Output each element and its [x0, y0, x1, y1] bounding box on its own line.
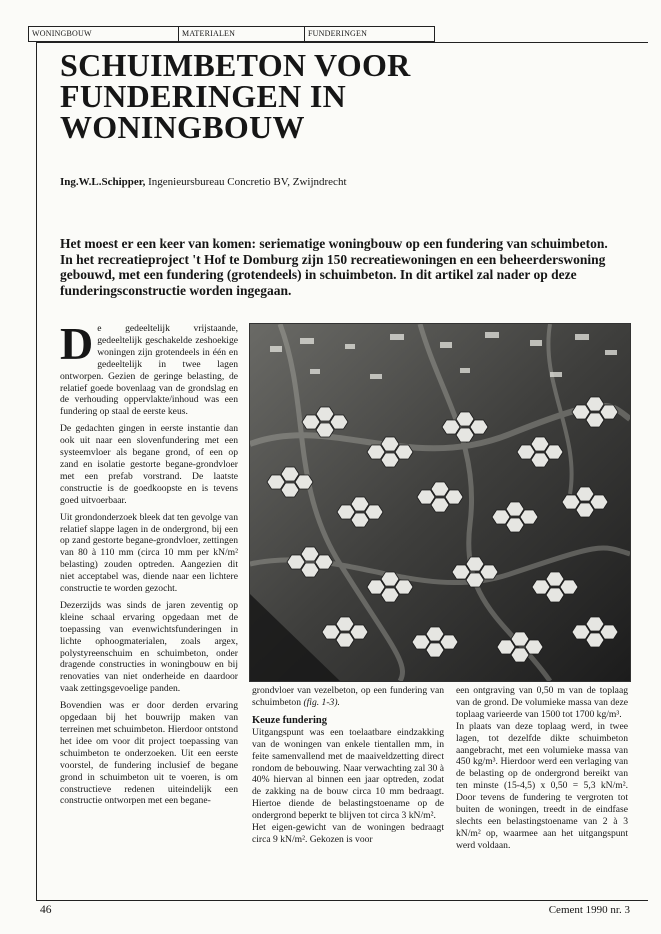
body-paragraph: Dezerzijds was sinds de jaren zeventig op kleine schaal ervaring opgedaan met de toepassing van evenwichtsfunderingen in lichte ophoogmaterialen, zoals argex, polystyreenschuim en schuimbeton, onder dragende constructies in woningbouw en bij renovaties van niet onderheide en daardoor vaak zettingsgevoelige panden.: [60, 599, 238, 695]
body-paragraph: een ontgraving van 0,50 m van de toplaag van de grond. De volumieke massa van deze toplaag varieerde van 1500 tot 1700 kg/m³.: [456, 685, 628, 720]
category-bar: [28, 26, 435, 42]
body-paragraph: Bovendien was er door derden ervaring opgedaan bij het bouwrijp maken van terreinen met schuimbeton. Hierdoor ontstond het idee om voor dit project toepassing van schuimbeton te onderzoeken. Uit een eerste voorstel, de fundering inclusief de begane grond in schuimbeton uit te voeren, is om constructieve redenen uiteindelijk een constructie ontworpen met een begane-: [60, 700, 238, 807]
journal-issue: Cement 1990 nr. 3: [548, 904, 630, 916]
aerial-photo-image: [250, 324, 630, 681]
frame-bottom-rule: [36, 900, 648, 901]
body-paragraph: De gedeeltelijk vrijstaande, gedeeltelijk geschakelde zeshoekige woningen zijn grotendeels in één en gedeeltelijk in twee lagen ontworpen. Gezien de geringe belasting, de relatief goede bovenlaag van de grondslag en de verhouding oppervlakte/inhoud was een fundering op staal de eerste keus.: [60, 318, 238, 418]
category-materialen: MATERIALEN: [178, 27, 304, 41]
byline: [60, 176, 347, 188]
body-paragraph: grondvloer van vezelbeton, op een fundering van schuimbeton (fig. 1-3).: [252, 685, 444, 708]
frame-left-rule: [36, 42, 37, 900]
body-paragraph: Uitgangspunt was een toelaatbare eindzakking van de woningen van enkele tientallen mm, in feite samenvallend met de maaiveldzetting direct rondom de bebouwing. Naar verwachting zal 30 à 40% hiervan al binnen een jaar optreden, zodat de zakking na de bouw circa 10 mm bedraagt. Hiertoe diende de belastingstoename op de ondergrond beperkt te blijven tot circa 3 kN/m².: [252, 726, 444, 822]
column-1: [60, 318, 238, 812]
drop-cap: D: [60, 318, 94, 369]
lead-paragraph: Het moest er een keer van komen: seriematige woningbouw op een fundering van schuimbeton. In het recreatieproject 't Hof te Domburg zijn 150 recreatiewoningen en een beheerderswoning gebouwd, met een fundering (grotendeels) in schuimbeton. In dit artikel zal nader op deze funderingsconstructie worden ingegaan.: [60, 236, 608, 298]
body-paragraph: Het eigen-gewicht van de woningen bedraagt circa 9 kN/m². Gekozen is voor: [252, 822, 444, 845]
body-paragraph: De gedachten gingen in eerste instantie dan ook uit naar een slovenfundering met een systeemvloer als begane grond, of een op zand en isolatie gestorte begane-grondvloer met een prefab vorstrand. De laatste constructie is de goedkoopste en is tevens goed uitvoerbaar.: [60, 423, 238, 506]
column-2: [252, 685, 444, 851]
page-number: 46: [40, 904, 52, 916]
frame-top-rule: [36, 42, 648, 43]
section-heading: Keuze fundering: [252, 714, 327, 726]
aerial-photo: [249, 323, 631, 682]
figure-reference: (fig. 1-3).: [303, 696, 340, 708]
column-3: [456, 685, 628, 857]
body-paragraph: Uit grondonderzoek bleek dat ten gevolge van relatief slappe lagen in de ondergrond, bij een op zand gestorte begane-grondvloer, zettingen van 80 à 110 mm (circa 10 mm per kN/m² belasting) zouden optreden. Aangezien dit niet acceptabel was, diende naar een lichtere constructie te worden gezocht.: [60, 511, 238, 595]
category-woningbouw: WONINGBOUW: [32, 29, 92, 38]
article-title: SCHUIMBETON VOOR FUNDERINGEN IN WONINGBOUW: [60, 47, 411, 145]
category-funderingen: FUNDERINGEN: [304, 27, 434, 41]
author-affiliation: Ingenieursbureau Concretio BV, Zwijndrecht: [145, 176, 347, 188]
author-name: Ing.W.L.Schipper,: [60, 176, 146, 188]
body-paragraph: In plaats van deze toplaag werd, in twee lagen, tot dezelfde dikte schuimbeton aangebracht, met een volumieke massa van 450 kg/m³. Hierdoor werd een verlaging van de belasting op de ondergrond bereikt van ten minste (15-4,5) x 0,50 = 5,3 kN/m². Door tevens de fundering te vergroten tot buiten de woningen, treedt in de eindfase slechts een belastingstoename van 2 à 3 kN/m² op, waarmee aan het uitgangspunt werd voldaan.: [456, 720, 628, 851]
